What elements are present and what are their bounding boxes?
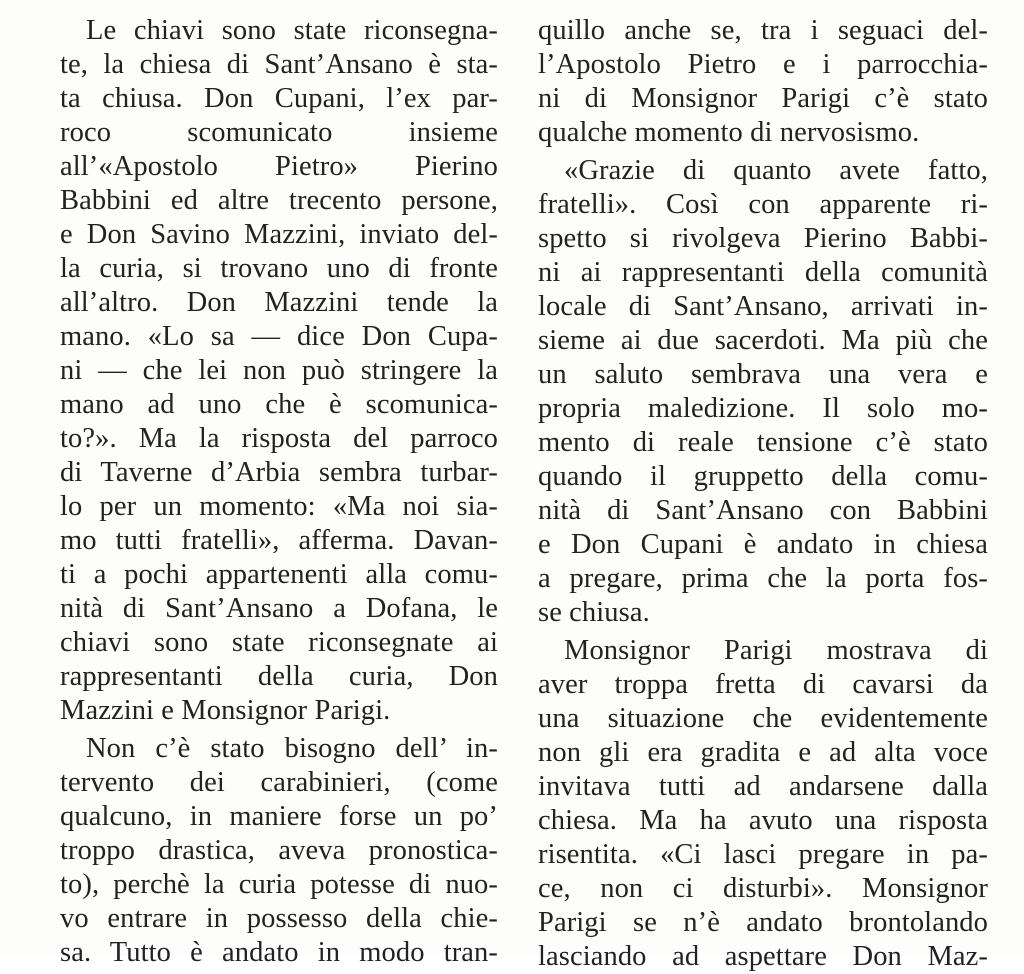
text-line: sa. Tutto è andato in modo tran-	[60, 937, 498, 968]
text-line: fratelli». Così con apparente ri-	[538, 189, 988, 220]
text-line: Babbini ed altre trecento persone,	[60, 185, 498, 216]
text-line: invitava tutti ad andarsene dalla	[538, 771, 988, 802]
text-line: lasciando ad aspettare Don Maz-	[538, 941, 988, 972]
text-line: Parigi se n’è andato brontolando	[538, 907, 988, 938]
text-line: Non c’è stato bisogno dell’ in-	[86, 733, 498, 764]
text-line: all’«Apostolo Pietro» Pierino	[60, 151, 498, 182]
text-line: qualcuno, in maniere forse un po’	[60, 801, 498, 832]
text-line: roco scomunicato insieme	[60, 117, 498, 148]
text-line: una situazione che evidentemente	[538, 703, 988, 734]
text-line: mo tutti fratelli», afferma. Davan-	[60, 525, 498, 556]
article-column-left	[60, 14, 498, 970]
text-line: ta chiusa. Don Cupani, l’ex par-	[60, 83, 498, 114]
text-line: quando il gruppetto della comu-	[538, 461, 988, 492]
text-line: ni di Monsignor Parigi c’è stato	[538, 83, 988, 114]
text-line: aver troppa fretta di cavarsi da	[538, 669, 988, 700]
text-line: chiesa. Ma ha avuto una risposta	[538, 805, 988, 836]
text-line: e Don Savino Mazzini, inviato del-	[60, 219, 498, 250]
text-line: la curia, si trovano uno di fronte	[60, 253, 498, 284]
text-line: rappresentanti della curia, Don	[60, 661, 498, 692]
text-line: troppo drastica, aveva pronostica-	[60, 835, 498, 866]
text-line: to), perchè la curia potesse di nuo-	[60, 869, 498, 900]
text-line: di Taverne d’Arbia sembra turbar-	[60, 457, 498, 488]
text-line: Mazzini e Monsignor Parigi.	[60, 695, 391, 726]
text-line: sieme ai due sacerdoti. Ma più che	[538, 325, 988, 356]
text-line: propria maledizione. Il solo mo-	[538, 393, 988, 424]
text-line: to?». Ma la risposta del parroco	[60, 423, 498, 454]
text-line: un saluto sembrava una vera e	[538, 359, 988, 390]
text-line: mento di reale tensione c’è stato	[538, 427, 988, 458]
text-line: nità di Sant’Ansano con Babbini	[538, 495, 988, 526]
text-line: risentita. «Ci lasci pregare in pa-	[538, 839, 988, 870]
text-line: all’altro. Don Mazzini tende la	[60, 287, 498, 318]
text-line: nità di Sant’Ansano a Dofana, le	[60, 593, 498, 624]
text-line: tervento dei carabinieri, (come	[60, 767, 498, 798]
text-line: vo entrare in possesso della chie-	[60, 903, 498, 934]
text-line: Monsignor Parigi mostrava di	[564, 635, 988, 666]
text-line: mano ad uno che è scomunica-	[60, 389, 498, 420]
text-line: l’Apostolo Pietro e i parrocchia-	[538, 49, 988, 80]
text-line: non gli era gradita e ad alta voce	[538, 737, 988, 768]
text-line: lo per un momento: «Ma noi sia-	[60, 491, 498, 522]
text-line: e Don Cupani è andato in chiesa	[538, 529, 988, 560]
text-line: quillo anche se, tra i seguaci del-	[538, 15, 988, 46]
text-line: ni — che lei non può stringere la	[60, 355, 498, 386]
text-line: Le chiavi sono state riconsegna-	[86, 15, 498, 46]
text-line: se chiusa.	[538, 597, 650, 628]
article-column-right	[538, 14, 988, 974]
text-line: qualche momento di nervosismo.	[538, 117, 920, 148]
text-line: a pregare, prima che la porta fos-	[538, 563, 988, 594]
text-line: «Grazie di quanto avete fatto,	[564, 155, 988, 186]
text-line: ce, non ci disturbi». Monsignor	[538, 873, 988, 904]
text-line: spetto si rivolgeva Pierino Babbi-	[538, 223, 988, 254]
text-line: ti a pochi appartenenti alla comu-	[60, 559, 498, 590]
text-line: locale di Sant’Ansano, arrivati in-	[538, 291, 988, 322]
text-line: te, la chiesa di Sant’Ansano è sta-	[60, 49, 498, 80]
text-line: chiavi sono state riconsegnate ai	[60, 627, 498, 658]
text-line: mano. «Lo sa — dice Don Cupa-	[60, 321, 498, 352]
text-line: ni ai rappresentanti della comunità	[538, 257, 988, 288]
